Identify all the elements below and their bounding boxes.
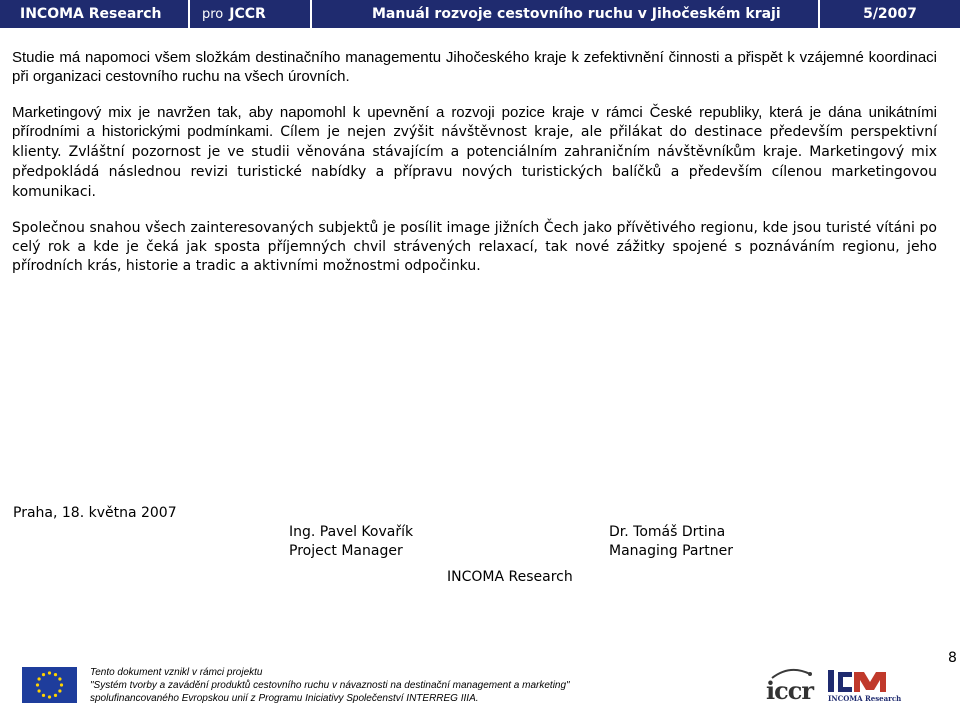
eu-flag-icon [22, 667, 77, 703]
signature-2 [609, 523, 733, 561]
signature-1 [289, 523, 413, 561]
iccr-logo-icon [760, 664, 820, 704]
paragraph-2-part-2: Cílem je nejen zvýšit návštěvnost kraje, ale přilákat do destinace především perspektivní klienty. Zvláštní pozornost je ve studii věnována stávajícím a potenciálním zahraničním návštěvníkům kraje. Marketingový mix předpokládá následnou revizi turistické nabídky a přípravu nových turistických balíčků a především cílenou marketingovou komunikaci. [12, 124, 937, 200]
paragraph-1: Studie má napomoci všem složkám destinačního managementu Jihočeského kraje k zefektivnění činnosti a přispět k vzájemné koordinaci při organizaci cestovního ruchu na všech úrovních. [12, 49, 937, 85]
page-number: 8 [948, 650, 957, 666]
header-company: INCOMA Research [0, 0, 188, 28]
footer-line-3: spolufinancovaného Evropskou unií z Programu Iniciativy Společenství INTERREG IIIA. [90, 693, 479, 704]
iccr-logo-text: iccr [766, 676, 813, 705]
signature-1-role: Project Manager [289, 543, 403, 559]
paragraph-2 [12, 103, 937, 202]
header-date: 5/2007 [820, 0, 960, 28]
header-project [190, 0, 310, 28]
place-date: Praha, 18. května 2007 [13, 505, 177, 521]
signature-2-name: Dr. Tomáš Drtina [609, 524, 726, 540]
document-body [12, 48, 937, 293]
footer-line-2: "Systém tvorby a zavádění produktů cestovního ruchu v návaznosti na destinační management a marketing" [90, 680, 570, 691]
header-title: Manuál rozvoje cestovního ruchu v Jihočeském kraji [312, 0, 818, 28]
header-pro: pro [202, 7, 224, 22]
signature-company: INCOMA Research [447, 569, 573, 585]
incoma-logo-icon [822, 664, 902, 704]
footer-note [90, 666, 650, 705]
paragraph-3: Společnou snahou všech zainteresovaných subjektů je posílit image jižních Čech jako přívětivého regionu, kde jsou turisté vítáni po celý rok a kde je čeká jak sposta příjemných chvil strávených relaxací, tak nové zážitky spojené s poznáváním regionu, jeho přírodních krás, historie a tradic a aktivními možnostmi odpočinku. [12, 220, 937, 274]
paragraph-2-part-1: Marketingový mix je navržen tak, aby napomohl k upevnění a rozvoji pozice kraje v rámci České republiky, která je dána unikátními přírodními a historickými podmínkami. [12, 104, 937, 140]
header-jccr: JCCR [229, 6, 266, 22]
footer-line-1: Tento dokument vznikl v rámci projektu [90, 667, 263, 678]
signature-1-name: Ing. Pavel Kovařík [289, 524, 414, 540]
signature-2-role: Managing Partner [609, 543, 733, 559]
incoma-logo-text: INCOMA Research [828, 694, 902, 703]
page-header [0, 0, 960, 28]
